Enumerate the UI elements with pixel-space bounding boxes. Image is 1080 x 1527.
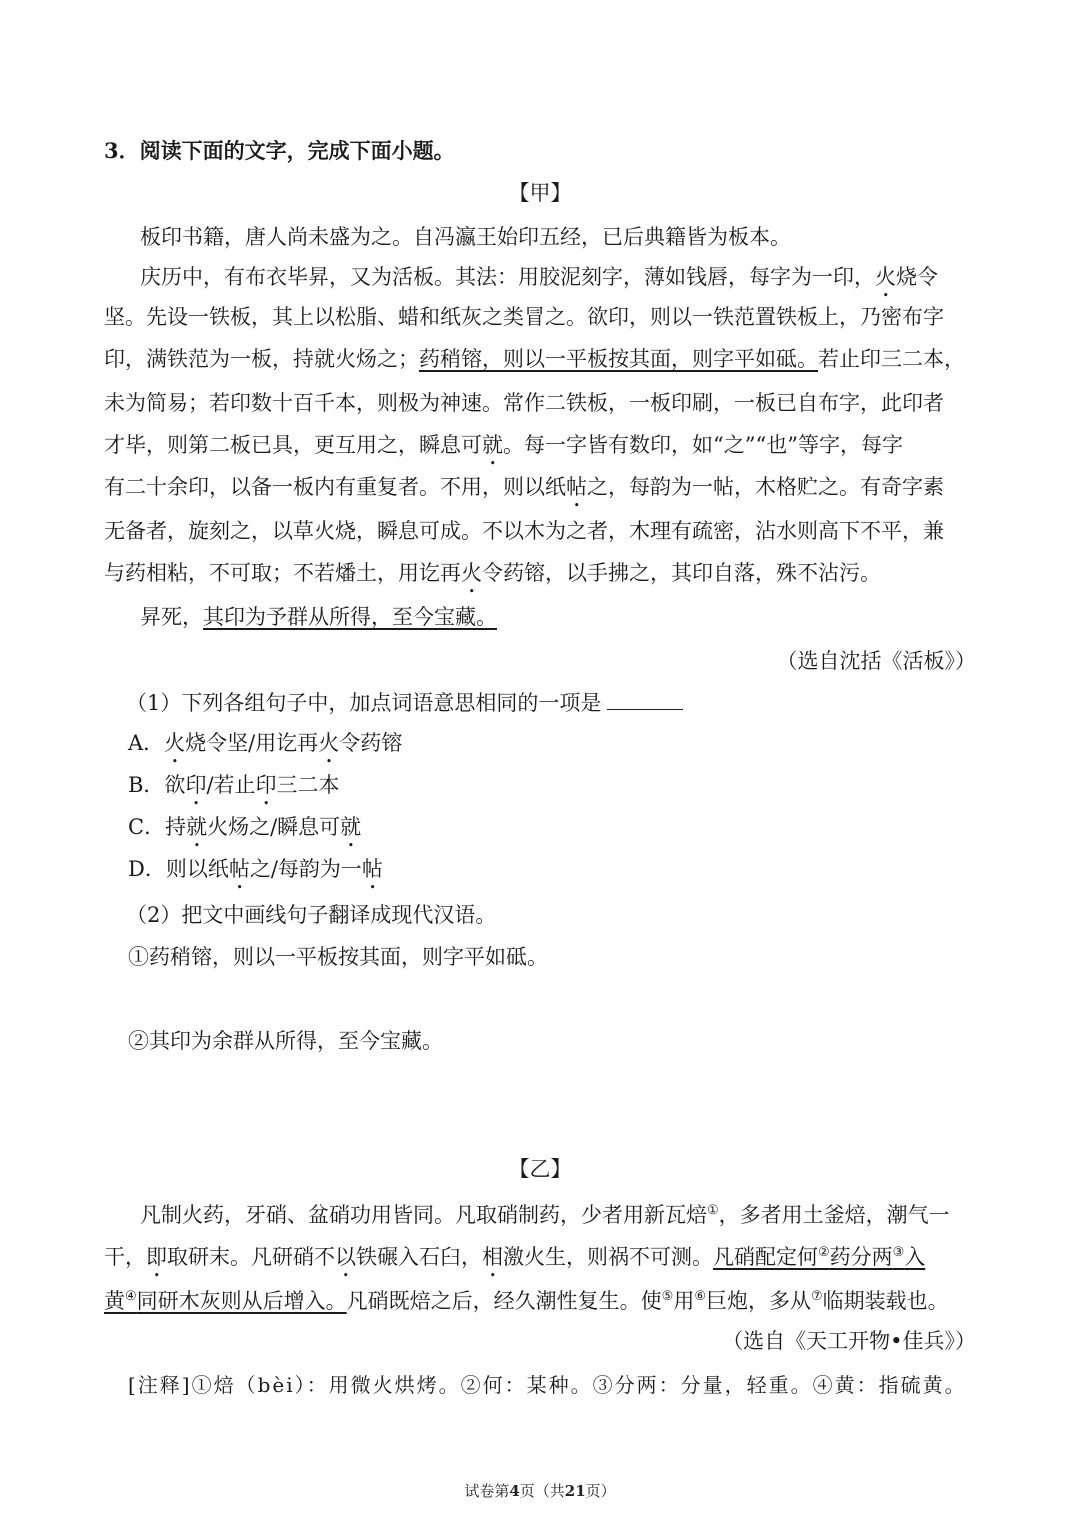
text-span: 三二本 <box>276 773 340 797</box>
text-span: 。每一字皆有数印，如“之”“也”等字，每字 <box>503 433 903 457</box>
q1-option-b <box>128 770 976 810</box>
jia-paragraph-3 <box>140 602 976 632</box>
text-span: 用 <box>673 1289 695 1313</box>
text-span: 与药相粘，不可取；不若燔土，用讫再 <box>104 561 461 585</box>
dotted-word: 就 <box>186 815 208 839</box>
dotted-word: 火 <box>318 731 340 755</box>
text-span: 令药镕 <box>339 731 403 755</box>
dotted-word: 相 <box>482 1245 503 1269</box>
text-span: ，多者用土釜焙，潮气一 <box>718 1203 950 1227</box>
text-span: 昇死， <box>140 605 203 629</box>
note-marker: ⑤ <box>661 1289 674 1304</box>
dotted-word: 帖 <box>361 857 383 881</box>
underlined-sentence-3a <box>713 1245 925 1269</box>
option-label: B．欲 <box>128 773 186 797</box>
note-marker: ⑦ <box>810 1289 823 1304</box>
text-span: （1）下列各组句子中，加点词语意思相同的一项是 <box>126 691 602 715</box>
dotted-word: 火 <box>164 731 186 755</box>
q1-option-c <box>128 812 976 852</box>
jia-p2-line-1 <box>140 262 976 302</box>
jia-p2-line-2: 坚。先设一铁板，其上以松脂、蜡和纸灰之类冒之。欲印，则以一铁范置铁板上，乃密布字 <box>104 305 944 329</box>
section-yi-title: 【乙】 <box>508 1157 572 1181</box>
jia-p2-line-3 <box>104 344 976 374</box>
text-span: 有二十余印，以备一板内有重复者。不用，则以纸 <box>104 475 566 499</box>
text-span: 凡硝配定何 <box>713 1245 818 1269</box>
text-span: 之，每韵为一帖，木格贮之。有奇字素 <box>587 475 944 499</box>
dotted-word: 就 <box>340 815 362 839</box>
dotted-word: 帖 <box>566 475 587 499</box>
text-span: 入 <box>904 1245 926 1269</box>
jia-p2-line-5 <box>104 430 976 470</box>
note-marker: ⑥ <box>694 1289 706 1304</box>
text-span: 火炀之/瞬息可 <box>207 815 341 839</box>
text-span: 干， <box>104 1245 146 1269</box>
jia-p2-line-7: 无备者，旋刻之，以草火烧，瞬息可成。不以木为之者，木理有疏密，沾水则高下不平，兼 <box>104 519 944 543</box>
dotted-word: 即 <box>146 1245 167 1269</box>
dotted-word: 帖 <box>228 857 250 881</box>
text-span: 令药镕，以手拂之，其印自落，殊不沾污。 <box>482 561 881 585</box>
text-span: 药分两 <box>829 1245 893 1269</box>
yi-line-3 <box>104 1282 976 1316</box>
jia-p2-line-6 <box>104 472 976 512</box>
underlined-sentence-2: 其印为予群从所得，至今宝藏。 <box>203 605 497 629</box>
page-footer <box>0 1480 1080 1501</box>
q1-stem <box>126 688 976 718</box>
text-span: 烧令坚/用讫再 <box>185 731 319 755</box>
dotted-word: 火 <box>461 561 482 585</box>
text-span: 试卷第 <box>464 1482 510 1500</box>
text-span: 同研木灰则从后增入。 <box>136 1289 347 1313</box>
text-span: 若止印三二本， <box>818 347 965 371</box>
answer-blank <box>607 691 683 710</box>
text-span: 巨炮，多从 <box>705 1289 811 1313</box>
note-marker: ④ <box>125 1289 137 1304</box>
jia-p2-line-8 <box>104 558 976 598</box>
underlined-sentence-1: 药稍镕，则以一平板按其面，则字平如砥。 <box>419 347 818 371</box>
jia-paragraph-1: 板印书籍，唐人尚未盛为之。自冯瀛王始印五经，已后典籍皆为板本。 <box>140 225 791 249</box>
dotted-word: 印 <box>255 773 277 797</box>
note-marker: ② <box>818 1245 830 1260</box>
text-span: 页（共 <box>519 1482 565 1500</box>
text-span: 凡制火药，牙硝、盆硝功用皆同。凡取硝制药，少者用新瓦焙 <box>140 1203 707 1227</box>
underlined-sentence-3b <box>104 1289 347 1313</box>
q1-option-a <box>128 728 976 768</box>
q2-stem: （2）把文中画线句子翻译成现代汉语。 <box>126 903 497 927</box>
text-span: 才毕，则第二板已具，更互用之，瞬息可 <box>104 433 482 457</box>
text-span: 激火生，则祸不可测。 <box>503 1245 713 1269</box>
text-span: 取研末。凡研硝不 <box>167 1245 335 1269</box>
dotted-word: 火 <box>875 265 896 289</box>
text-span: 印，满铁范为一板，持就火炀之； <box>104 347 419 371</box>
text-span: 黄 <box>104 1289 125 1313</box>
dotted-word: 印 <box>185 773 207 797</box>
dotted-word: 以 <box>335 1245 356 1269</box>
text-span: 铁碾入石臼， <box>356 1245 482 1269</box>
dotted-word: 就 <box>482 433 503 457</box>
text-span: 庆历中，有布衣毕昇，又为活板。其法：用胶泥刻字，薄如钱唇，每字为一印， <box>140 265 875 289</box>
section-jia-title: 【甲】 <box>508 181 572 205</box>
option-label: A． <box>128 731 165 755</box>
text-span: /若止 <box>206 773 256 797</box>
yi-line-1 <box>140 1196 976 1230</box>
jia-source: （选自沈括《活板》） <box>776 649 976 673</box>
option-label: C．持 <box>128 815 187 839</box>
text-span: 页） <box>585 1482 616 1500</box>
yi-annotations: [注释]①焙（bèi）：用微火烘烤。②何：某种。③分两：分量，轻重。④黄：指硫黄。 <box>128 1373 967 1397</box>
q2-item-2: ②其印为余群从所得，至今宝藏。 <box>128 1029 443 1053</box>
yi-line-2 <box>104 1238 976 1282</box>
text-span: 之/每韵为一 <box>249 857 362 881</box>
jia-p2-line-4: 未为简易；若印数十百千本，则极为神速。常作二铁板，一板印刷，一板已自布字，此印者 <box>104 391 944 415</box>
q2-item-1: ①药稍镕，则以一平板按其面，则字平如砥。 <box>128 945 548 969</box>
text-span: 临期装载也。 <box>822 1289 949 1313</box>
text-span: 凡硝既焙之后，经久潮性复生。使 <box>346 1289 662 1313</box>
note-marker: ③ <box>892 1245 905 1260</box>
page-number: 4 <box>509 1482 520 1500</box>
option-label: D．则以纸 <box>128 857 229 881</box>
question-heading: 3．阅读下面的文字，完成下面小题。 <box>104 138 455 163</box>
note-marker: ① <box>707 1203 719 1218</box>
text-span: 烧令 <box>896 265 938 289</box>
yi-source: （选自《天工开物•佳兵》） <box>722 1329 976 1353</box>
page-total: 21 <box>564 1482 586 1500</box>
q1-option-d <box>128 854 976 894</box>
